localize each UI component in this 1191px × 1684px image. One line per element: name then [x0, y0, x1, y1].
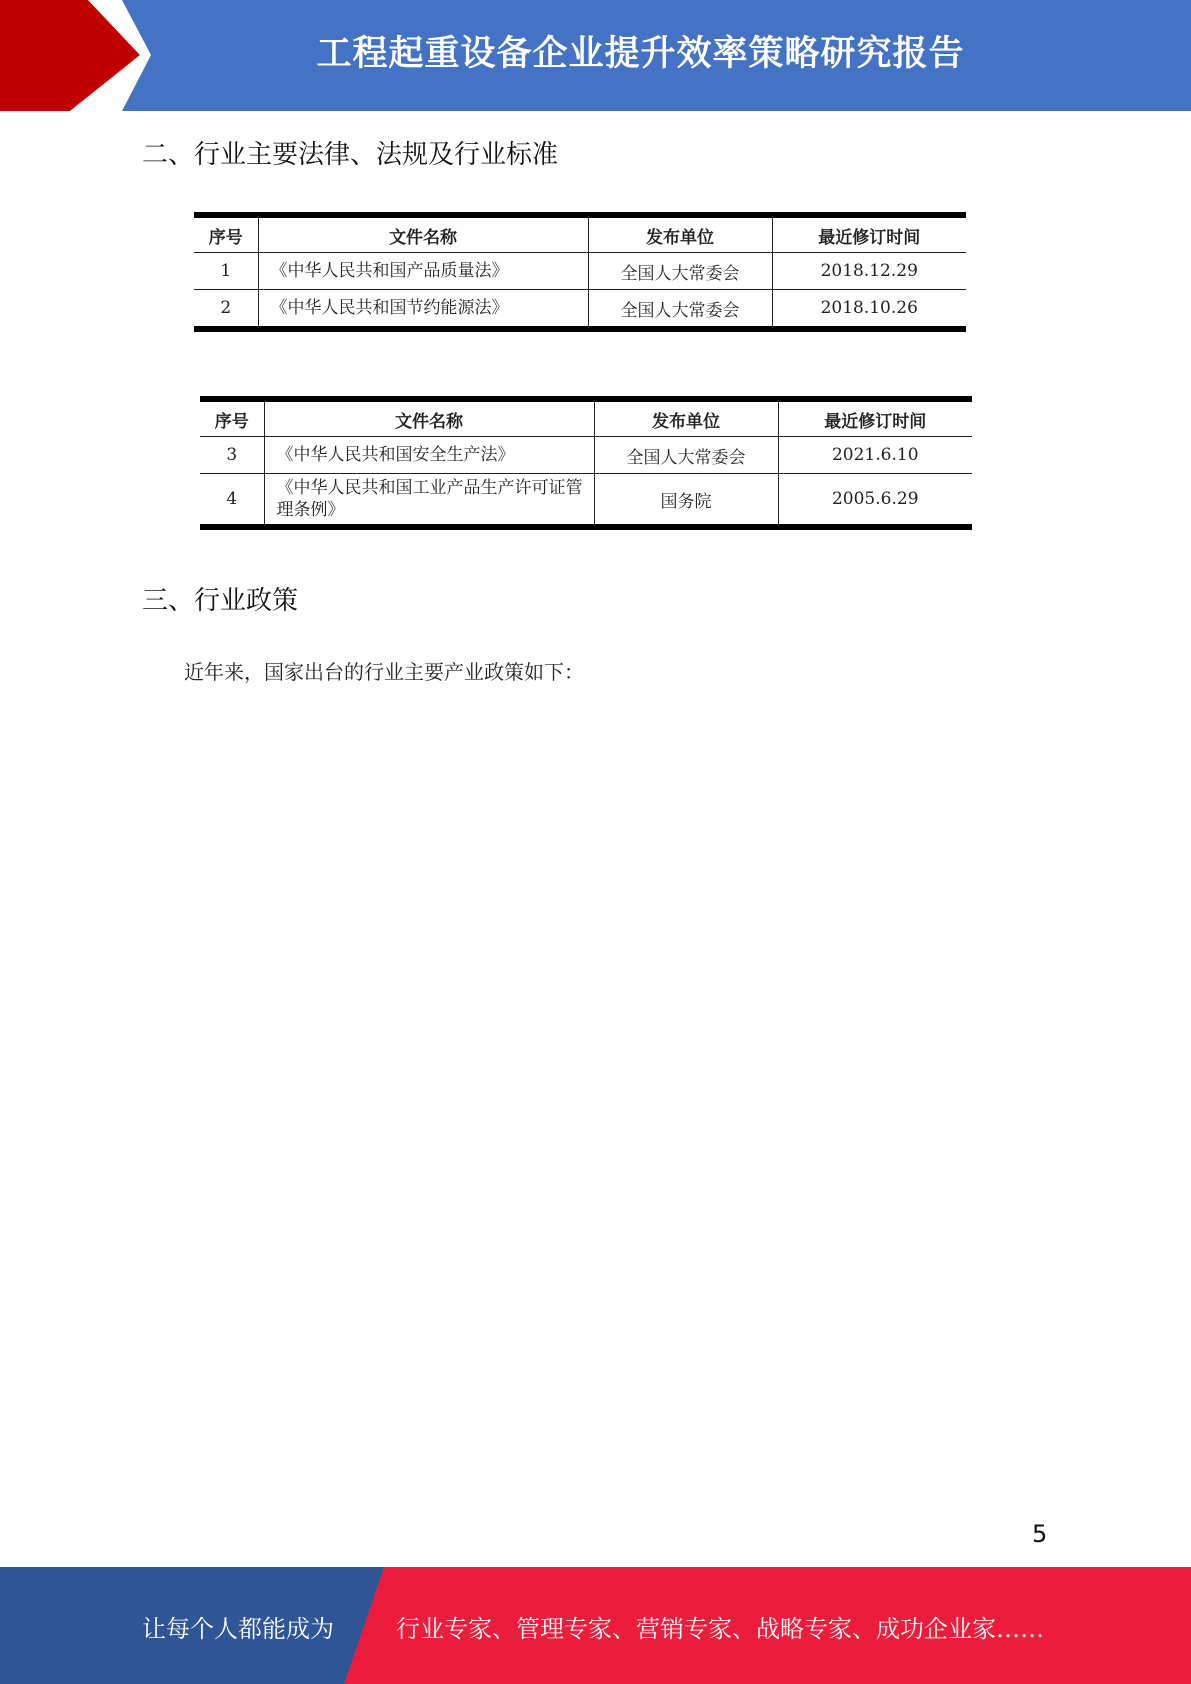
page-footer [0, 1567, 1191, 1684]
report-title: 工程起重设备企业提升效率策略研究报告 [316, 34, 965, 74]
header-cell-index: 序号 [200, 399, 264, 437]
cell-document-name: 《中华人民共和国节约能源法》 [258, 290, 588, 330]
cell-document-name: 《中华人民共和国安全生产法》 [264, 437, 594, 474]
cell-issuer: 全国人大常委会 [588, 253, 772, 290]
cell-issuer: 全国人大常委会 [594, 437, 778, 474]
header-cell-revision-date: 最近修订时间 [772, 215, 966, 253]
page-number: 5 [1032, 1520, 1048, 1548]
page-header [0, 0, 1191, 111]
cell-revision-date: 2018.10.26 [772, 290, 966, 330]
table-header-row [200, 399, 972, 437]
header-cell-issuer: 发布单位 [594, 399, 778, 437]
table-row [194, 253, 966, 290]
law-table-1 [194, 212, 966, 332]
cell-index: 2 [194, 290, 258, 330]
table-row [200, 474, 972, 528]
section-heading-laws: 二、行业主要法律、法规及行业标准 [142, 140, 559, 170]
cell-document-name: 《中华人民共和国工业产品生产许可证管理条例》 [264, 474, 594, 528]
cell-issuer: 全国人大常委会 [588, 290, 772, 330]
cell-index: 3 [200, 437, 264, 474]
cell-index: 1 [194, 253, 258, 290]
table-row [194, 290, 966, 330]
table-row [200, 437, 972, 474]
section-heading-policy: 三、行业政策 [142, 586, 299, 616]
header-cell-name: 文件名称 [258, 215, 588, 253]
cell-index: 4 [200, 474, 264, 528]
footer-slogan-left: 让每个人都能成为 [142, 1615, 334, 1643]
header-cell-issuer: 发布单位 [588, 215, 772, 253]
header-cell-name: 文件名称 [264, 399, 594, 437]
table-header-row [194, 215, 966, 253]
law-table-2 [200, 396, 972, 530]
cell-issuer: 国务院 [594, 474, 778, 528]
cell-revision-date: 2018.12.29 [772, 253, 966, 290]
header-cell-revision-date: 最近修订时间 [778, 399, 972, 437]
header-cell-index: 序号 [194, 215, 258, 253]
cell-revision-date: 2021.6.10 [778, 437, 972, 474]
cell-document-name: 《中华人民共和国产品质量法》 [258, 253, 588, 290]
footer-slogan-right: 行业专家、管理专家、营销专家、战略专家、成功企业家…… [396, 1615, 1044, 1643]
cell-revision-date: 2005.6.29 [778, 474, 972, 528]
policy-intro-text: 近年来，国家出台的行业主要产业政策如下： [184, 660, 584, 684]
